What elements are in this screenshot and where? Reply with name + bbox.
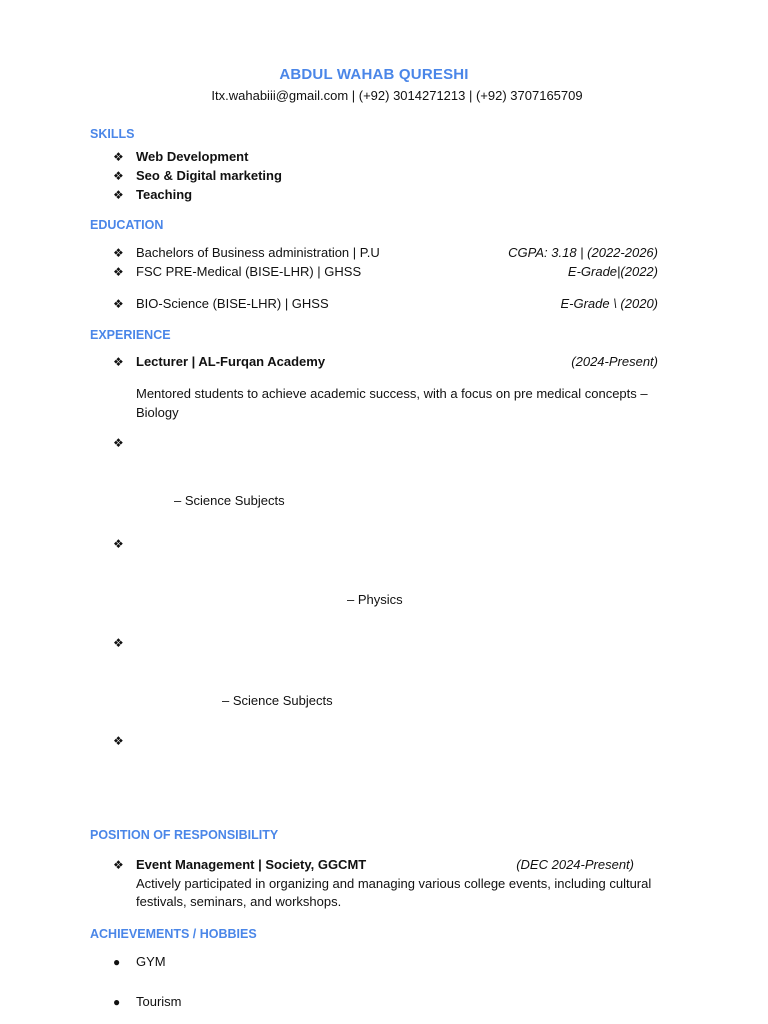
diamond-bullet-icon: ❖: [113, 636, 124, 650]
responsibility-date: (DEC 2024-Present): [516, 857, 634, 872]
skill-item: Teaching: [136, 187, 193, 202]
diamond-bullet-icon: ❖: [113, 436, 124, 450]
education-title: BIO-Science (BISE-LHR) | GHSS: [136, 296, 329, 311]
education-title: Bachelors of Business administration | P.U: [136, 245, 380, 260]
diamond-bullet-icon: ❖: [113, 537, 124, 551]
education-detail: E-Grade|(2022): [567, 264, 658, 279]
achievements-heading: ACHIEVEMENTS / HOBBIES: [90, 927, 257, 941]
hobby-item: Tourism: [136, 994, 182, 1009]
skill-item: Seo & Digital marketing: [136, 168, 282, 183]
diamond-bullet-icon: ❖: [113, 246, 124, 260]
diamond-bullet-icon: ❖: [113, 355, 124, 369]
contact-line: Itx.wahabiii@gmail.com | (+92) 3014271213 | (+92) 3707165709: [211, 88, 583, 103]
education-heading: EDUCATION: [90, 218, 164, 232]
hobby-item: GYM: [136, 954, 166, 969]
experience-fragment: – Science Subjects: [222, 693, 333, 708]
round-bullet-icon: ●: [113, 955, 121, 969]
round-bullet-icon: ●: [113, 995, 121, 1009]
responsibility-description: Actively participated in organizing and managing various college events, including cultural festivals, seminars, and workshops.: [136, 876, 652, 909]
experience-description: Mentored students to achieve academic success, with a focus on pre medical concepts – Biology: [136, 386, 648, 420]
experience-fragment: – Physics: [347, 592, 403, 607]
experience-heading: EXPERIENCE: [90, 328, 171, 342]
resume-name: ABDUL WAHAB QURESHI: [279, 66, 469, 83]
responsibility-heading: POSITION OF RESPONSIBILITY: [90, 828, 279, 842]
diamond-bullet-icon: ❖: [113, 858, 124, 872]
diamond-bullet-icon: ❖: [113, 169, 124, 183]
experience-title: Lecturer | AL-Furqan Academy: [136, 354, 326, 369]
education-title: FSC PRE-Medical (BISE-LHR) | GHSS: [136, 264, 362, 279]
diamond-bullet-icon: ❖: [113, 297, 124, 311]
diamond-bullet-icon: ❖: [113, 734, 124, 748]
skill-item: Web Development: [136, 149, 249, 164]
experience-date: (2024-Present): [571, 354, 658, 369]
skills-heading: SKILLS: [90, 127, 135, 141]
diamond-bullet-icon: ❖: [113, 188, 124, 202]
education-detail: E-Grade \ (2020): [560, 296, 658, 311]
diamond-bullet-icon: ❖: [113, 265, 124, 279]
responsibility-title: Event Management | Society, GGCMT: [136, 857, 367, 872]
experience-fragment: – Science Subjects: [174, 493, 285, 508]
education-detail: CGPA: 3.18 | (2022-2026): [508, 245, 658, 260]
diamond-bullet-icon: ❖: [113, 150, 124, 164]
